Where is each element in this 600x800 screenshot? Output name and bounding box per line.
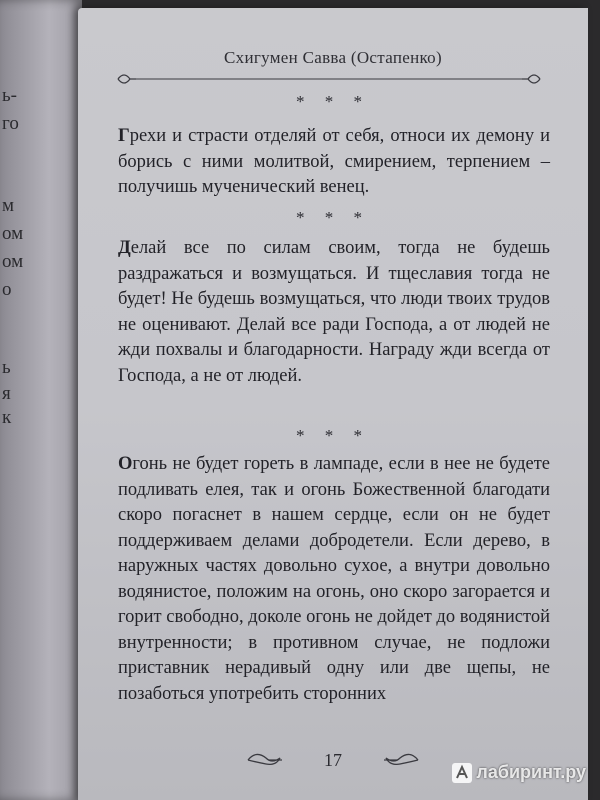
left-page-fragment: го <box>2 113 19 134</box>
paragraph: Делай все по силам своим, тогда не будешь раздражаться и возмущаться. И тщеславия тогда не будет! Не будешь возмущаться, что люди твоих трудов не оценивают. Делай все ради Господа, а от людей не жди похвалы и благодарности. Награду жди всегда от Господа, а не от людей. <box>118 238 550 386</box>
left-page-fragment: я <box>2 383 11 404</box>
left-page-edge <box>0 0 82 800</box>
paragraph: Огонь не будет гореть в лампаде, если в нее не будете подливать елея, так и огонь Божественной благодати скоро погаснет в нашем сердце, если он не будет поддерживаем делами добродетели. Если дерево, в наружных частях довольно сухое, а внутри довольно водянистое, положим на огонь, оно скоро загорается и горит свободно, доколе огонь не дойдет до водянистой внутренности; в противном случае, не подложи приставник нерадивый одну или две щепы, не позаботься употребить сторонних <box>118 454 550 704</box>
paragraph: Грехи и страсти отделяй от себя, относи их демону и борись с ними молитвой, смирением, терпением – получишь мученический венец. <box>118 126 550 197</box>
header-ornament-rule <box>114 71 544 87</box>
labirint-logo-icon <box>451 762 473 784</box>
left-page-fragment: ь <box>2 357 11 378</box>
watermark-text: лабиринт.ру <box>476 762 586 782</box>
left-page-fragment: м <box>2 195 15 216</box>
watermark <box>451 762 586 784</box>
running-header: Схигумен Савва (Остапенко) <box>224 48 442 67</box>
left-page-fragment: к <box>2 407 12 428</box>
left-page-fragment: о <box>2 279 12 300</box>
book-page <box>78 8 588 800</box>
page-number: 17 <box>324 750 342 770</box>
section-separator: * * * <box>296 426 370 445</box>
left-page-fragment: ом <box>2 223 24 244</box>
left-page-fragment: ом <box>2 251 24 272</box>
section-separator: * * * <box>296 92 370 111</box>
left-page-fragment: ь- <box>2 85 17 106</box>
section-separator: * * * <box>296 208 370 227</box>
